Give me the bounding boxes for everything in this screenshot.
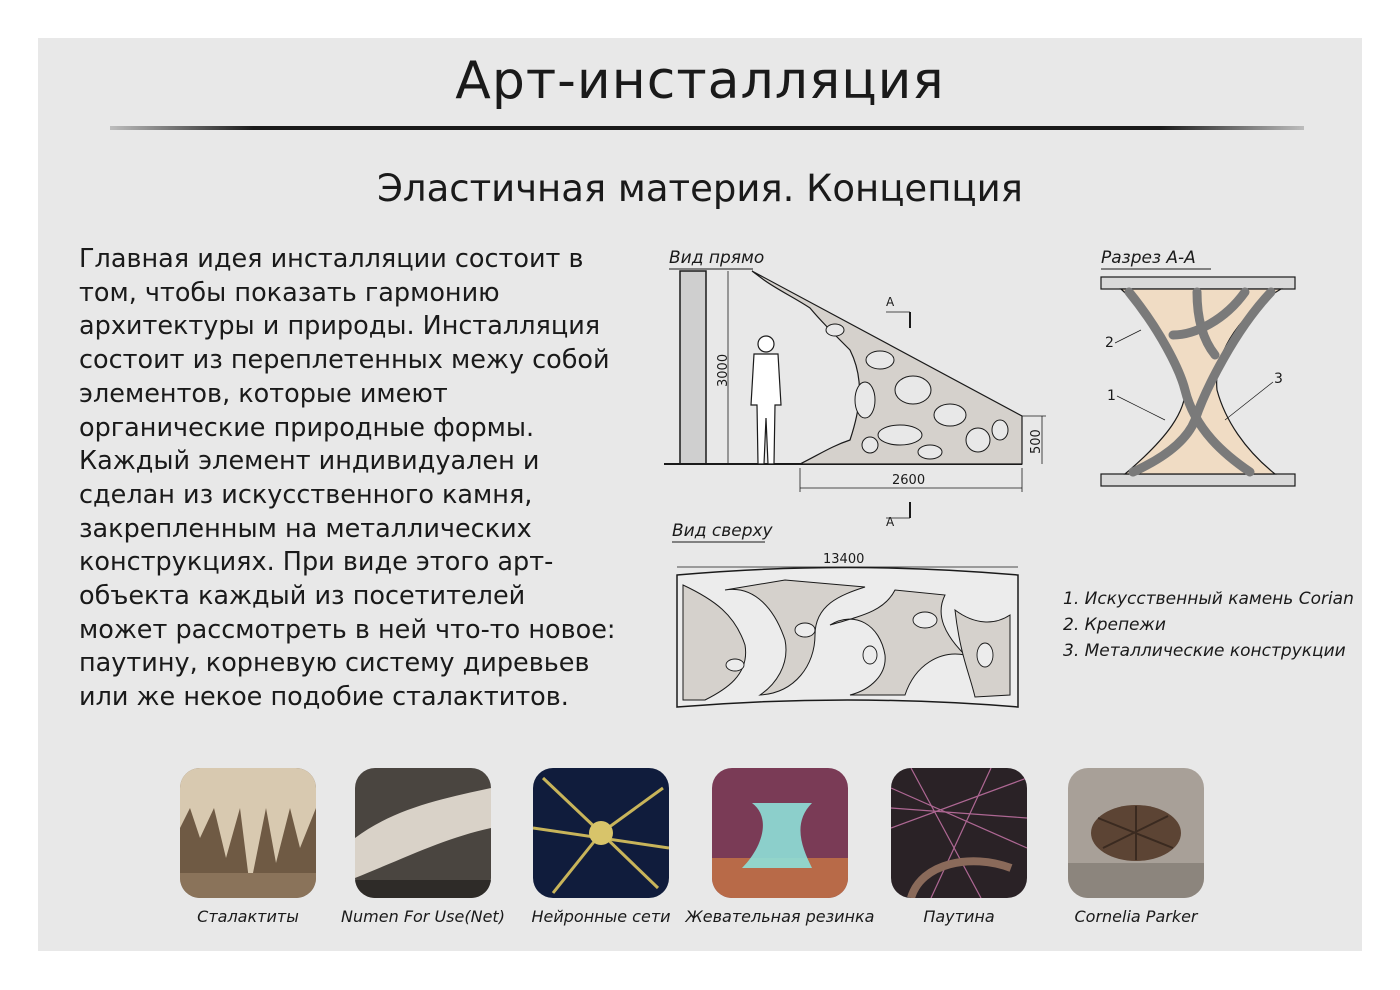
dim-end: 500 — [1029, 429, 1044, 454]
dim-length: 13400 — [823, 552, 865, 567]
reference-caption: Жевательная резинка — [685, 907, 875, 926]
front-view-drawing — [660, 240, 1060, 530]
callout-2: 2 — [1105, 335, 1114, 351]
human-scale-figure — [751, 336, 781, 464]
reference-caption: Нейронные сети — [531, 907, 671, 926]
callout-3: 3 — [1274, 371, 1283, 387]
reference-caption: Сталактиты — [197, 907, 299, 926]
title-divider — [110, 126, 1304, 130]
top-view-label: Вид сверху — [672, 521, 773, 541]
legend-item: 3. Металлические конструкции — [1063, 641, 1346, 661]
legend-item: 1. Искусственный камень Corian — [1063, 589, 1354, 609]
cobweb-photo — [891, 768, 1027, 898]
dim-width: 2600 — [892, 473, 926, 488]
materials-legend — [1063, 586, 1354, 664]
section-mark-top: А — [886, 295, 895, 309]
chewing-gum-photo — [712, 768, 848, 898]
floor-slab — [1101, 474, 1295, 486]
section-label: Разрез А-А — [1101, 248, 1196, 268]
page-subtitle: Эластичная материя. Концепция — [377, 167, 1023, 210]
section-drawing — [1085, 240, 1315, 500]
page-title: Арт-инсталляция — [455, 51, 945, 111]
front-view-label: Вид прямо — [669, 248, 765, 268]
cornelia-parker-photo — [1068, 768, 1204, 898]
callout-1: 1 — [1107, 388, 1116, 404]
neurons-photo — [533, 768, 669, 898]
wall — [680, 271, 706, 464]
concept-description: Главная идея инсталляции состоит в том, чтобы показать гармонию архитектуры и природы. Инсталляция состоит из переплетенных межу собой элементов, которые имеют органические природные формы. Каждый элемент индивидуален и сделан из искусственного камня, закрепленным на металлических конструкциях. При виде этого арт-объекта каждый из посетителей может рассмотреть в ней что-то новое: паутину, корневую систему диревьев или же некое подобие сталактитов. — [79, 244, 616, 713]
dim-height: 3000 — [716, 353, 731, 387]
ceiling-slab — [1101, 277, 1295, 289]
reference-caption: Паутина — [923, 907, 995, 926]
section-mark-bottom: А — [886, 515, 895, 529]
stalactites-photo — [180, 768, 316, 898]
reference-caption: Cornelia Parker — [1074, 907, 1198, 926]
top-view-drawing — [665, 515, 1025, 715]
net-installation-photo — [355, 768, 491, 898]
legend-item: 2. Крепежи — [1063, 615, 1166, 635]
reference-caption: Numen For Use(Net) — [341, 907, 505, 926]
